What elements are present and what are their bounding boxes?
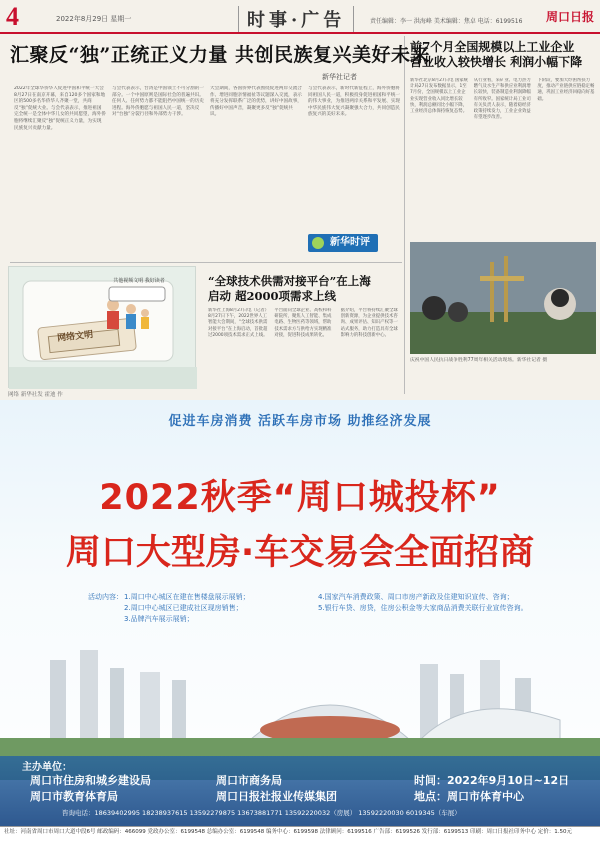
badge-label: 新华时评 <box>330 237 370 248</box>
article-column: 与会代表表示，台湾是中国领土不可分割的一部分。一个中国原则是国际社会的普遍共识。任何人、任何势力都不能阻挡中国统一的历史进程。海外侨胞愿与祖国人民一道，坚决反对“台独”分裂行径和外部势力干涉。 <box>112 86 204 118</box>
headline-line: 营业收入较快增长 利润小幅下降 <box>410 55 583 69</box>
article-column: 下阶段，要加大纾困帮扶力度，推动产业链供应链稳定畅通，巩固工业经济回稳向好基础。 <box>537 78 595 102</box>
ceremony-photo <box>410 242 596 354</box>
headline-line: 前7个月全国规模以上工业企业 <box>410 40 575 54</box>
activity-item: 2.周口中心城区已建成社区现房销售； <box>124 604 243 612</box>
editors-line: 责任编辑：李一 洪海峰 美术编辑：焦卓 电话：6199516 <box>370 18 523 25</box>
headline-right <box>410 40 582 70</box>
activity-label: 活动内容： <box>88 593 123 601</box>
host-label: 主办单位： <box>22 762 72 773</box>
article-column: 大会期间，各国侨界代表围绕促进两岸交流合作、增进同胞亲情福祉等议题深入交流，表示将充分发挥联系广泛的优势，讲好中国故事，传播好中国声音，凝聚更多反“独”促统共识。 <box>210 86 302 118</box>
activity-item: 1.周口中心城区在建在售楼盘展示展销； <box>124 593 250 601</box>
activity-item: 4.国家汽车消费政策、周口市房产新政及住建知识宣传、咨询； <box>318 593 514 601</box>
column-divider <box>404 36 405 394</box>
headline-main: 汇聚反“独”正统正义力量 共创民族复兴美好未来 <box>10 44 430 66</box>
article-column: 2022年全球华侨华人促进中国和平统一大会8月27日在南京开幕，来自120多个国家和地区的500多名华侨华人齐聚一堂，共商反“独”促统大业。与会代表表示，推进祖国完全统一是全体中华儿女的共同愿望，海外侨胞将继续汇聚反“独”促统正义力量，为实现民族复兴贡献力量。 <box>14 86 106 131</box>
cartoon-sign: 共他视频文明 我好读者 <box>113 278 165 284</box>
cartoon-caption: 网络 新华社发 霍迪 作 <box>8 392 63 398</box>
section-title: 时事·广告 <box>238 6 354 32</box>
article-column: 与会代表表示，新时代新征程上，海外侨胞将同祖国人民一道，积极投身促进祖国和平统一的伟大事业，为推进两岸关系和平发展、实现中华民族伟大复兴凝聚强大合力，共同创造民族复兴的美好未来。 <box>308 86 400 118</box>
page-number: 4 <box>6 2 19 31</box>
cartoon-banner: 网络文明 <box>56 330 94 344</box>
event-time: 时间：2022年9月10日~12日 <box>414 774 570 787</box>
article-body <box>14 86 400 254</box>
article-column: 新华社上海8月27日电（记者）8月27日下午，2022世界人工智能大会期间，“全球技术供需对接平台”在上海启动，首批超过2000项技术需求正式上线。 <box>208 308 270 338</box>
badge-icon <box>312 237 324 249</box>
article-column: 从行业看，采矿业、电力热力燃气及水生产和供应业利润增长较快，装备制造业利润降幅有所收窄。国家统计局工业司有关负责人表示，随着稳经济政策持续发力，工业企业效益有望逐步改善。 <box>473 78 531 121</box>
headline-line: “全球技术供需对接平台”在上海 <box>208 274 371 288</box>
host-name: 周口日报社报业传媒集团 <box>216 790 337 803</box>
divider <box>10 262 402 263</box>
ad-title: 2022秋季“周口城投杯” <box>99 478 501 518</box>
headline-secondary <box>208 274 371 304</box>
photo-caption: 庆祝中国人民抗日战争胜利77周年相关活动现场。新华社记者 摄 <box>410 358 548 363</box>
activity-item: 3.品牌汽车展示展销； <box>124 615 194 623</box>
activity-item: 5.银行车贷、房贷，住房公积金等大家商品消费关联行业宣传咨询。 <box>318 604 528 612</box>
article-column: 据介绍，平台将持续汇聚全球创新资源，为企业提供技术咨询、成果评估、知识产权等一站式服务，助力打造具有全球影响力的科技创新中心。 <box>340 308 398 338</box>
page-footer: 社址：河南省周口市周口大道中段6号 邮政编码：466099 党政办公室：6199548 总编办公室：6199548 编务中心：6199598 法律顾问：6199516 广告部：6199526 发行部：6199513 印刷：周口日报社印务中心 定价：1.50元 <box>0 826 600 847</box>
article-body-right <box>410 78 596 236</box>
host-name: 周口市商务局 <box>216 774 282 787</box>
headline-line: 启动 超2000项需求上线 <box>208 289 337 303</box>
hotline: 咨询电话：18639402995 18238937615 13592279875 13673881771 13592220032（房展） 13592220030 6019345（车展） <box>62 809 461 817</box>
cartoon-image <box>8 266 196 388</box>
commentary-badge <box>308 234 378 252</box>
host-name: 周口市住房和城乡建设局 <box>30 774 151 787</box>
newspaper-logo: 周口日报 <box>546 10 595 24</box>
event-place: 地点：周口市体育中心 <box>414 790 524 803</box>
cartoon-illustration <box>9 267 197 389</box>
byline: 新华社记者 <box>322 73 357 81</box>
ad-slogan: 促进车房消费 活跃车房市场 助推经济发展 <box>168 414 432 429</box>
article-column: 平台面向全球企业、高校和科研院所，聚焦人工智能、集成电路、生物医药等领域，帮助技术需求方与供给方实现精准对接，促进科技成果转化。 <box>274 308 332 338</box>
article-body-2 <box>208 308 402 392</box>
issue-date: 2022年8月29日 星期一 <box>56 15 132 23</box>
ad-subtitle: 周口大型房·车交易会全面招商 <box>65 533 535 573</box>
article-column: 新华社北京8月27日电 国家统计局27日发布数据显示，1至7月份，全国规模以上工业企业实现营业收入同比增长较快，利润总额同比小幅下降，工业经济总体保持恢复态势。 <box>410 78 469 115</box>
news-photo <box>410 242 596 354</box>
host-name: 周口市教育体育局 <box>30 790 118 803</box>
